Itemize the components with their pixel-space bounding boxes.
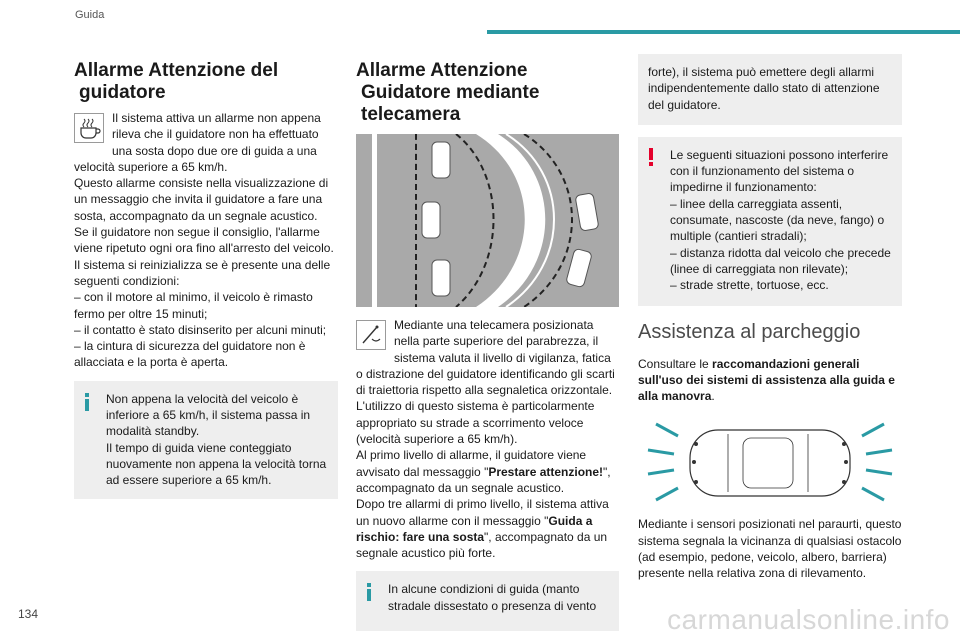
info-icon — [367, 583, 371, 601]
parking-assist-text: Mediante i sensori posizionati nel paraurti, questo sistema segnala la vicinanza di qualsiasi ostacolo (ad esempio, pedone, veicolo, albero, barriera) presente nella relativa zona di rilevamento. — [638, 517, 902, 581]
info-note-text: In alcune condizioni di guida (manto stradale dissestato o presenza di vento — [388, 582, 597, 613]
camera-alert-body — [356, 317, 619, 561]
camera-alert-icon — [356, 320, 386, 350]
driver-alert-body — [74, 110, 338, 371]
camera-alert-text — [356, 317, 619, 561]
section-label: Guida — [75, 9, 105, 21]
info-note-continued — [638, 54, 902, 125]
message-risk: Guida a rischio: fare una sosta — [356, 513, 593, 544]
consult-suffix: . — [711, 389, 715, 404]
title-line-1: Allarme Attenzione — [356, 60, 528, 81]
warning-note-text: Le seguenti situazioni possono interferire con il funzionamento del sistema o impedirne il funzionamento: – linee della carreggiata assenti, consumate, nascoste (da neve, fango) o multiple (cantieri stradali); – distanza ridotta dal veicolo che precede (linee di carreggiata non rilevate); – strade strette, tortuose, ecc. — [670, 147, 891, 293]
info-note-continued-text: forte), il sistema può emettere degli allarmi indipendentemente dallo stato di attenzione del guidatore. — [648, 65, 880, 112]
coffee-cup-icon — [74, 113, 104, 143]
header-accent-bar — [487, 30, 960, 34]
middle-column — [356, 60, 619, 631]
title-line-3: telecamera — [361, 104, 461, 125]
camera-alert-text-part-3: ", accompagnato da un segnale acustico più forte. — [356, 529, 608, 561]
camera-alert-text-part-2: ", accompagnato da un segnale acustico. Dopo tre allarmi di primo livello, il sistema attiva un nuovo allarme con il messaggio " — [356, 464, 611, 528]
consult-text — [638, 356, 902, 405]
message-attention: Prestare attenzione! — [488, 464, 604, 479]
info-icon — [85, 393, 89, 411]
title-line-2: Guidatore mediante — [361, 82, 540, 103]
watermark: carmanualsonline.info — [667, 604, 950, 635]
info-note-standby — [74, 381, 338, 499]
lane-drift-illustration — [356, 134, 619, 307]
title-line-1: Allarme Attenzione del — [74, 60, 279, 81]
warning-note — [638, 137, 902, 306]
warning-icon — [649, 148, 653, 166]
section-title-camera-alert — [356, 60, 619, 126]
info-note-conditions — [356, 571, 619, 631]
page-number: 134 — [18, 607, 39, 621]
section-title-driver-alert — [74, 60, 338, 104]
parking-sensors-illustration — [638, 412, 902, 510]
consult-prefix: Consultare le — [638, 356, 713, 371]
section-title-parking-assist: Assistenza al parcheggio — [638, 320, 861, 343]
consult-link: raccomandazioni generali sull'uso dei sistemi di assistenza alla guida e alla manovra — [638, 356, 895, 404]
driver-alert-text: Il sistema attiva un allarme non appena rileva che il guidatore non ha effettuato una sosta dopo due ore di guida a una velocità superiore a 65 km/h. Questo allarme consiste nella visualizzazione di un messaggio che invita il guidatore a fare una sosta, accompagnato da un segnale acustico. Se il guidatore non segue il consiglio, l'allarme viene ripetuto ogni ora fino all'arresto del veicolo. Il sistema si reinizializza se è presente una delle seguenti condizioni: – con il motore al minimo, il veicolo è rimasto fermo per oltre 15 minuti; – il contatto è stato disinserito per alcuni minuti; – la cintura di sicurezza del guidatore non è allacciata e la porta è aperta. — [74, 111, 334, 370]
left-column — [74, 60, 338, 499]
info-note-text: Non appena la velocità del veicolo è inferiore a 65 km/h, il sistema passa in modalità standby. Il tempo di guida viene conteggiato nuovamente non appena la velocità torna ad essere superiore a 65 km/h. — [106, 391, 327, 488]
camera-alert-text-part-1: Mediante una telecamera posizionata nella parte superiore del parabrezza, il sistema valuta il livello di vigilanza, fatica o distrazione del guidatore identificando gli scarti di traiettoria rispetto alla segnaletica orizzontale. L'utilizzo di questo sistema è particolarmente appropriato su strade a scorrimento veloce (velocità superiore a 65 km/h). Al primo livello di allarme, il guidatore viene avvisato dal messaggio " — [356, 318, 615, 479]
right-column — [638, 54, 902, 582]
title-line-2: guidatore — [79, 82, 166, 103]
